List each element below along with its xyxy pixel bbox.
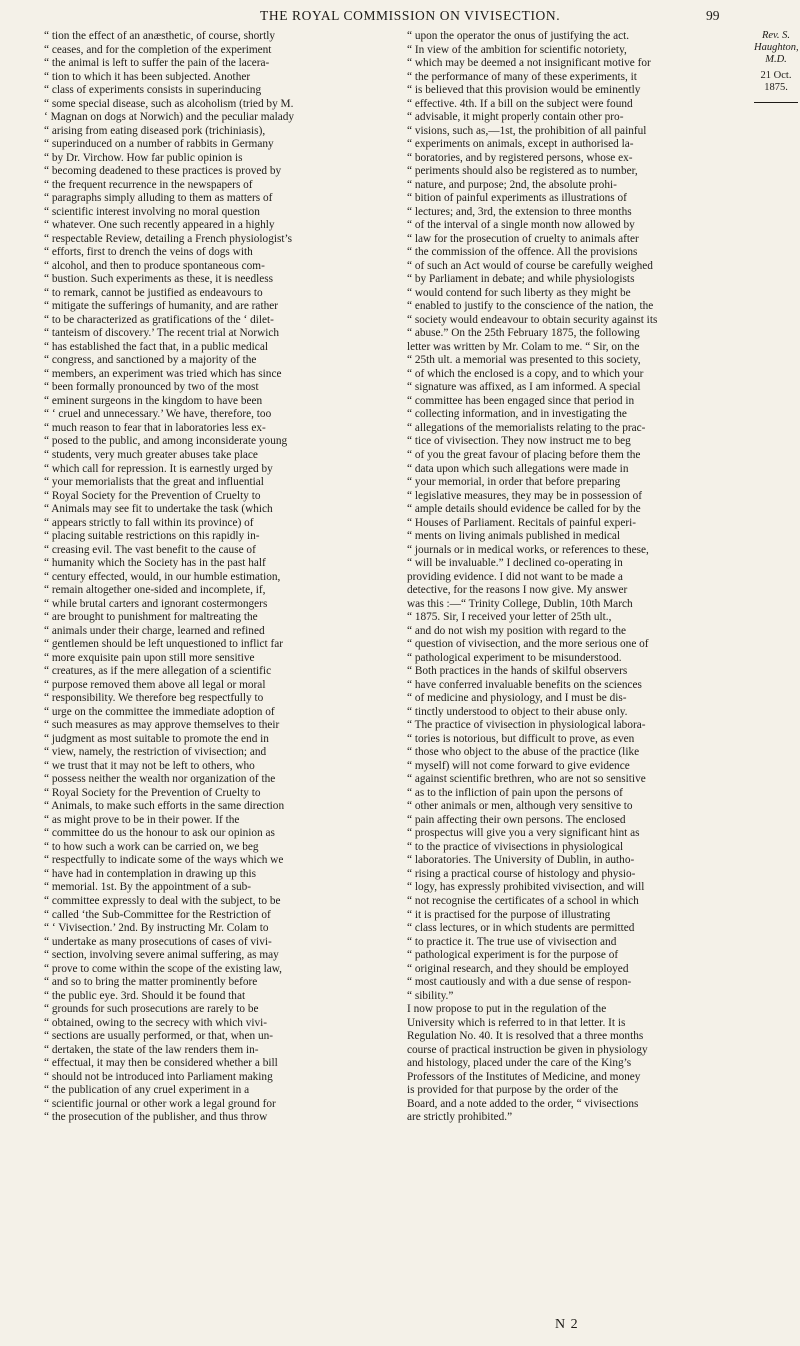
text-line: “ dertaken, the state of the law renders them in-	[44, 1043, 259, 1056]
text-line: Regulation No. 40. It is resolved that a three months	[407, 1030, 644, 1043]
text-line: “ boratories, and by registered persons, whose ex-	[407, 151, 633, 164]
text-line: “ century effected, would, in our humble estimation,	[44, 570, 281, 583]
text-line: detective, for the reasons I now give. My answer	[407, 584, 628, 597]
text-line: “ the frequent recurrence in the newspapers of	[44, 178, 253, 191]
text-line: “ it is practised for the purpose of illustrating	[407, 908, 611, 921]
text-line: “ alcohol, and then to produce spontaneous com-	[44, 259, 265, 272]
text-line: “ gentlemen should be left unquestioned to inflict far	[44, 638, 284, 651]
text-line: “ section, involving severe animal suffering, as may	[44, 949, 279, 962]
text-line: “ while brutal carters and ignorant costermongers	[44, 597, 268, 610]
text-line: “ responsibility. We therefore beg respectfully to	[44, 692, 264, 705]
text-line: “ most cautiously and with a due sense of respon-	[407, 976, 632, 989]
text-line: “ purpose removed them above all legal or moral	[44, 678, 266, 691]
text-line: “ rising a practical course of histology and physio-	[407, 867, 636, 880]
text-line: “ collecting information, and in investigating the	[407, 408, 627, 421]
text-line: “ Animals may see fit to undertake the task (which	[44, 503, 273, 516]
text-line: “ Animals, to make such efforts in the same direction	[44, 800, 285, 813]
text-line: “ to the practice of vivisections in physiological	[407, 840, 624, 853]
text-line: “ efforts, first to drench the veins of dogs with	[44, 246, 253, 259]
text-line: “ as to the infliction of pain upon the persons of	[407, 786, 623, 799]
text-line: “ Royal Society for the Prevention of Cruelty to	[44, 489, 261, 502]
text-line: ‘ Magnan on dogs at Norwich) and the peculiar malady	[44, 111, 295, 124]
text-line: “ possess neither the wealth nor organization of the	[44, 773, 276, 786]
text-line: “ urge on the committee the immediate adoption of	[44, 705, 275, 718]
text-line: “ 1875. Sir, I received your letter of 25th ult.,	[407, 611, 612, 624]
text-line: “ Houses of Parliament. Recitals of painful experi-	[407, 516, 637, 529]
text-line: “ have conferred invaluable benefits on the sciences	[407, 678, 642, 691]
text-line: “ Royal Society for the Prevention of Cruelty to	[44, 786, 261, 799]
text-line: “ experiments on animals, except in authorised la-	[407, 138, 634, 151]
text-line: “ the commission of the offence. All the provisions	[407, 246, 638, 259]
text-line: “ and so to bring the matter prominently before	[44, 976, 258, 989]
text-line: “ the performance of many of these experiments, it	[407, 70, 637, 83]
text-line: “ effective. 4th. If a bill on the subject were found	[407, 97, 633, 110]
text-line: “ respectable Review, detailing a French physiologist’s	[44, 232, 293, 245]
text-line: “ to be characterized as gratifications of the ‘ dilet-	[44, 313, 274, 326]
text-line: “ as might prove to be in their power. If the	[44, 813, 240, 826]
text-line: “ called ‘the Sub-Committee for the Restriction of	[44, 908, 271, 921]
text-line: “ judgment as most suitable to promote the end in	[44, 732, 269, 745]
text-line: “ allegations of the memorialists relating to the prac-	[407, 421, 646, 434]
text-line: “ effectual, it may then be considered whether a bill	[44, 1057, 278, 1070]
text-line: “ undertake as many prosecutions of cases of vivi-	[44, 935, 272, 948]
text-line: “ advisable, it might properly contain other pro-	[407, 111, 624, 124]
text-line: “ legislative measures, they may be in possession of	[407, 489, 642, 502]
text-line: “ appears strictly to fall within its province) of	[44, 516, 254, 529]
text-line: “ animals under their charge, learned and refined	[44, 624, 265, 637]
text-line: “ pathological experiment is for the purpose of	[407, 949, 619, 962]
text-line: I now propose to put in the regulation of the	[407, 1003, 607, 1016]
text-line: “ ments on living animals published in medical	[407, 530, 621, 543]
text-line: “ eminent surgeons in the kingdom to have been	[44, 394, 263, 407]
text-line: “ pain affecting their own persons. The enclosed	[407, 813, 626, 826]
text-line: “ tinctly understood to object to their abuse only.	[407, 705, 628, 718]
margin-note	[754, 30, 798, 103]
text-line: “ class lectures, or in which students are permitted	[407, 922, 635, 935]
text-line: “ tion to which it has been subjected. Another	[44, 70, 251, 83]
page-header	[0, 8, 800, 28]
text-line: “ 25th ult. a memorial was presented to this society,	[407, 354, 641, 367]
text-line: “ scientific journal or other work a legal ground for	[44, 1097, 276, 1110]
text-line: “ placing suitable restrictions on this rapidly in-	[44, 530, 260, 543]
text-line: “ mitigate the sufferings of humanity, and are rather	[44, 300, 279, 313]
text-line: “ by Parliament in debate; and while physiologists	[407, 273, 635, 286]
text-line: “ pathological experiment to be misunderstood.	[407, 651, 622, 664]
text-line: “ much reason to fear that in laboratories less ex-	[44, 421, 266, 434]
text-line: “ the publication of any cruel experiment in a	[44, 1084, 250, 1097]
text-line: providing evidence. I did not want to be made a	[407, 570, 623, 583]
text-line: “ your memorial, in order that before preparing	[407, 476, 621, 489]
text-line: “ nature, and purpose; 2nd, the absolute prohi-	[407, 178, 617, 191]
text-line: “ grounds for such prosecutions are rarely to be	[44, 1003, 259, 1016]
text-line: “ sections are usually performed, or that, when un-	[44, 1030, 273, 1043]
text-line: “ data upon which such allegations were made in	[407, 462, 629, 475]
text-line: is provided for that purpose by the order of the	[407, 1084, 619, 1097]
text-line: “ of you the great favour of placing before them the	[407, 448, 641, 461]
text-line: are strictly prohibited.”	[407, 1111, 513, 1124]
text-line: “ of medicine and physiology, and I must be dis-	[407, 692, 627, 705]
text-line: “ more exquisite pain upon still more sensitive	[44, 651, 255, 664]
text-line: “ tories is notorious, but difficult to prove, as even	[407, 732, 635, 745]
text-line: “ of the interval of a single month now allowed by	[407, 219, 635, 232]
text-line: “ humanity which the Society has in the past half	[44, 557, 266, 570]
text-line: “ paragraphs simply alluding to them as matters of	[44, 192, 273, 205]
margin-note-date: 21 Oct. 1875.	[760, 70, 792, 93]
text-line: “ tice of vivisection. They now instruct me to beg	[407, 435, 631, 448]
text-line: “ those who object to the abuse of the practice (like	[407, 746, 640, 759]
text-line: “ society would endeavour to obtain security against its	[407, 313, 658, 326]
text-line: “ would contend for such liberty as they might be	[407, 286, 631, 299]
text-line: “ remain altogether one-sided and incomplete, if,	[44, 584, 266, 597]
text-line: “ abuse.” On the 25th February 1875, the following	[407, 327, 640, 340]
text-line: “ question of vivisection, and the more serious one of	[407, 638, 649, 651]
text-line: “ arising from eating diseased pork (trichiniasis),	[44, 124, 266, 137]
text-line: “ tanteism of discovery.’ The recent trial at Norwich	[44, 327, 280, 340]
text-line: “ committee expressly to deal with the subject, to be	[44, 895, 281, 907]
text-line: “ posed to the public, and among inconsiderate young	[44, 435, 288, 448]
text-line: “ original research, and they should be employed	[407, 962, 629, 975]
text-line: “ prospectus will give you a very significant hint as	[407, 827, 640, 840]
text-line: “ periments should also be registered as to number,	[407, 165, 638, 178]
text-line: “ creasing evil. The vast benefit to the cause of	[44, 543, 256, 556]
text-line: “ journals or in medical works, or references to these,	[407, 543, 649, 556]
text-line: “ creatures, as if the mere allegation of a scientific	[44, 665, 272, 678]
text-line: “ upon the operator the onus of justifying the act.	[407, 30, 630, 42]
text-line: course of practical instruction be given in physiology	[407, 1043, 648, 1056]
text-line: “ scientific interest involving no moral question	[44, 205, 260, 218]
text-line: “ committee do us the honour to ask our opinion as	[44, 827, 275, 840]
text-line: “ your memorialists that the great and influential	[44, 476, 264, 489]
text-line: “ have had in contemplation in drawing up this	[44, 867, 257, 880]
left-column	[44, 30, 394, 1125]
page-number: 99	[706, 8, 720, 23]
text-line: was this :—“ Trinity College, Dublin, 10th March	[407, 597, 633, 610]
text-line: “ should not be introduced into Parliament making	[44, 1070, 273, 1083]
text-line: “ respectfully to indicate some of the ways which we	[44, 854, 284, 867]
text-line: “ the animal is left to suffer the pain of the lacera-	[44, 57, 270, 70]
text-line: “ members, an experiment was tried which has since	[44, 367, 282, 380]
text-line: Board, and a note added to the order, “ vivisections	[407, 1097, 639, 1110]
text-line: “ law for the prosecution of cruelty to animals after	[407, 232, 639, 245]
text-line: “ becoming deadened to these practices is proved by	[44, 165, 282, 178]
text-line: “ memorial. 1st. By the appointment of a sub-	[44, 881, 252, 894]
text-line: “ myself) will not come forward to give evidence	[407, 759, 630, 772]
text-line: “ by Dr. Virchow. How far public opinion is	[44, 151, 243, 164]
text-line: “ lectures; and, 3rd, the extension to three months	[407, 205, 632, 218]
text-line: “ view, namely, the restriction of vivisection; and	[44, 746, 267, 759]
text-line: “ and do not wish my position with regard to the	[407, 624, 627, 637]
text-line: letter was written by Mr. Colam to me. “ Sir, on the	[407, 340, 640, 353]
text-line: “ committee has been engaged since that period in	[407, 394, 635, 407]
text-line: “ the prosecution of the publisher, and thus throw	[44, 1111, 268, 1124]
text-line: “ of such an Act would of course be carefully weighed	[407, 259, 653, 272]
text-line: “ bustion. Such experiments as these, it is needless	[44, 273, 274, 286]
text-line: “ ‘ Vivisection.’ 2nd. By instructing Mr. Colam to	[44, 922, 269, 935]
text-line: and histology, placed under the care of the King’s	[407, 1057, 632, 1070]
text-line: “ some special disease, such as alcoholism (tried by M.	[44, 97, 294, 110]
text-line: “ signature was affixed, as I am informed. A special	[407, 381, 641, 394]
text-line: “ obtained, owing to the secrecy with which vivi-	[44, 1016, 268, 1029]
text-line: “ logy, has expressly prohibited vivisection, and will	[407, 881, 645, 894]
text-line: “ whatever. One such recently appeared in a highly	[44, 219, 275, 232]
signature-mark: N 2	[555, 1317, 579, 1332]
text-line: “ bition of painful experiments as illustrations of	[407, 192, 627, 205]
text-line: “ to how such a work can be carried on, we beg	[44, 840, 259, 853]
right-column	[407, 30, 753, 1125]
margin-note-rule	[754, 102, 798, 103]
text-line: “ against scientific brethren, who are not so sensitive	[407, 773, 646, 786]
text-line: “ are brought to punishment for maltreating the	[44, 611, 258, 624]
text-line: “ such measures as may approve themselves to their	[44, 719, 280, 732]
text-line: “ Both practices in the hands of skilful observers	[407, 665, 628, 678]
text-line: “ we trust that it may not be left to others, who	[44, 759, 255, 772]
text-line: “ which may be deemed a not insignificant motive for	[407, 57, 651, 70]
text-line: “ sibility.”	[407, 989, 454, 1002]
text-line: “ ample details should evidence be called for by the	[407, 503, 641, 516]
text-line: “ visions, such as,—1st, the prohibition of all painful	[407, 124, 647, 137]
text-line: “ prove to come within the scope of the existing law,	[44, 962, 283, 975]
text-line: “ students, very much greater abuses take place	[44, 448, 258, 461]
text-line: “ superinduced on a number of rabbits in Germany	[44, 138, 274, 151]
text-line: “ ceases, and for the completion of the experiment	[44, 43, 272, 56]
text-line: “ other animals or men, although very sensitive to	[407, 800, 633, 813]
text-line: “ tion the effect of an anæsthetic, of course, shortly	[44, 30, 275, 42]
text-line: “ enabled to justify to the conscience of the nation, the	[407, 300, 654, 313]
text-line: “ ‘ cruel and unnecessary.’ We have, therefore, too	[44, 408, 272, 421]
text-line: “ been formally pronounced by two of the most	[44, 381, 259, 394]
text-line: Professors of the Institutes of Medicine, and money	[407, 1070, 641, 1083]
text-line: “ of which the enclosed is a copy, and to which your	[407, 367, 644, 380]
text-line: “ has established the fact that, in a public medical	[44, 340, 268, 353]
text-line: “ In view of the ambition for scientific notoriety,	[407, 43, 627, 56]
text-line: “ to remark, cannot be justified as endeavours to	[44, 286, 263, 299]
text-line: “ which call for repression. It is earnestly urged by	[44, 462, 273, 475]
text-line: “ congress, and sanctioned by a majority of the	[44, 354, 257, 367]
text-line: “ to practice it. The true use of vivisection and	[407, 935, 617, 948]
text-line: “ class of experiments consists in superinducing	[44, 84, 262, 97]
text-line: “ is believed that this provision would be eminently	[407, 84, 641, 97]
text-line: “ The practice of vivisection in physiological labora-	[407, 719, 646, 732]
text-line: University which is referred to in that letter. It is	[407, 1016, 626, 1029]
running-title: THE ROYAL COMMISSION ON VIVISECTION.	[260, 8, 561, 23]
text-line: “ the public eye. 3rd. Should it be found that	[44, 989, 246, 1002]
text-line: “ not recognise the certificates of a school in which	[407, 895, 639, 907]
margin-note-author: Rev. S. Haughton, M.D.	[754, 30, 799, 65]
text-line: “ will be invaluable.” I declined co-operating in	[407, 557, 623, 570]
text-line: “ laboratories. The University of Dublin, in autho-	[407, 854, 635, 867]
